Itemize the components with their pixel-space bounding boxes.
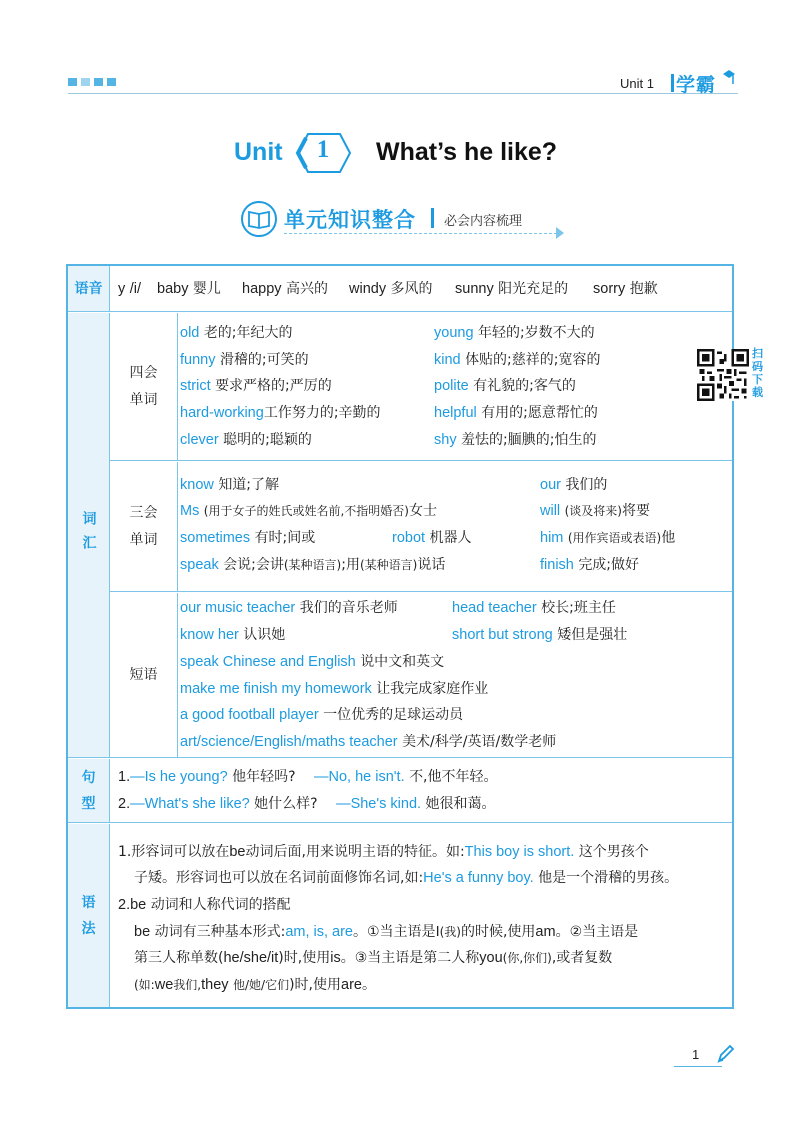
qr-download-label: 扫码下载 — [752, 347, 763, 399]
vocab-item: kind 体贴的;慈祥的;宽容的 — [434, 352, 601, 368]
section-divider — [431, 208, 434, 228]
vocab-item: our 我们的 — [540, 477, 608, 493]
grammar-line: 2.be 动词和人称代词的搭配 — [118, 897, 291, 913]
vocab-item: shy 羞怯的;腼腆的;怕生的 — [434, 432, 597, 448]
pronunciation-word: windy 多风的 — [349, 281, 433, 297]
vocab-item: speak 会说;会讲(某种语言);用(某种语言)说话 — [180, 557, 446, 573]
three-skill-words — [110, 462, 732, 592]
vocab-item: polite 有礼貌的;客气的 — [434, 378, 576, 394]
phrase-item: know her 认识她 — [180, 627, 286, 643]
header-decoration — [68, 78, 116, 86]
title-unit-number: 1 — [316, 136, 330, 163]
vocab-item: him (用作宾语或表语)他 — [540, 530, 676, 546]
vocab-item: strict 要求严格的;严厉的 — [180, 378, 332, 394]
title-unit-word: Unit — [234, 138, 283, 166]
grammar-line: 子矮。形容词也可以放在名词前面修饰名词,如:He's a funny boy. 他是一个滑稽的男孩。 — [134, 870, 679, 886]
grammar-line: 1.形容词可以放在be动词后面,用来说明主语的特征。如:This boy is short. 这个男孩个 — [118, 844, 649, 860]
vocab-item: sometimes 有时;间或 — [180, 530, 316, 546]
header-unit-label: Unit 1 — [620, 76, 654, 91]
arrow-right-icon — [556, 227, 564, 239]
header-rule — [68, 93, 738, 94]
sentence-item: 1.—Is he young? 他年轻吗? —No, he isn't. 不,他不年轻。 — [118, 769, 498, 785]
four-skill-words — [110, 313, 763, 461]
grammar-line: (如:we我们,they 他/她/它们)时,使用are。 — [134, 977, 376, 993]
graduation-cap-icon — [722, 68, 736, 88]
phrases — [110, 593, 732, 758]
vocabulary-body — [110, 313, 763, 758]
grammar-row — [68, 824, 732, 1007]
vocab-item: old 老的;年纪大的 — [180, 325, 293, 341]
phrase-item: our music teacher 我们的音乐老师 — [180, 600, 398, 616]
subcategory-phrases: 短语 — [110, 593, 178, 758]
grammar-line: 第三人称单数(he/she/it)时,使用is。③当主语是第二人称you(你,你们),或者复数 — [134, 950, 613, 966]
pronunciation-word: sunny 阳光充足的 — [455, 281, 569, 297]
title-text: What’s he like? — [376, 138, 558, 166]
vocab-item: Ms (用于女子的姓氏或姓名前,不指明婚否)女士 — [180, 503, 437, 519]
header-brand: 学霸 — [676, 74, 717, 96]
qr-code-icon[interactable] — [697, 349, 749, 401]
sentence-item: 2.—What's she like? 她什么样? —She's kind. 她很和蔼。 — [118, 796, 496, 812]
section-underline — [284, 233, 562, 234]
phrase-item: head teacher 校长;班主任 — [452, 600, 616, 616]
page-number: 1 — [692, 1047, 700, 1062]
pronunciation-word: sorry 抱歉 — [593, 281, 658, 297]
vocab-item: young 年轻的;岁数不大的 — [434, 325, 595, 341]
phonetic-rule: y /i/ — [118, 281, 141, 297]
phrase-item: make me finish my homework 让我完成家庭作业 — [180, 681, 489, 697]
knowledge-table — [66, 264, 763, 1009]
page-title — [0, 128, 800, 178]
phrase-item: short but strong 矮但是强壮 — [452, 627, 628, 643]
vocab-item: finish 完成;做好 — [540, 557, 640, 573]
section-heading — [240, 200, 570, 240]
phrase-item: a good football player 一位优秀的足球运动员 — [180, 707, 464, 723]
vocab-item: clever 聪明的;聪颖的 — [180, 432, 312, 448]
category-vocabulary: 词汇 — [68, 313, 110, 757]
vocab-item: funny 滑稽的;可笑的 — [180, 352, 309, 368]
subcategory-three-skill: 三会单词 — [110, 462, 178, 591]
header-brand-bar — [671, 74, 674, 92]
phrase-item: speak Chinese and English 说中文和英文 — [180, 654, 445, 670]
vocab-item: robot 机器人 — [392, 530, 472, 546]
vocab-item: helpful 有用的;愿意帮忙的 — [434, 405, 598, 421]
pronunciation-word: baby 婴儿 — [157, 281, 221, 297]
vocab-item: know 知道;了解 — [180, 477, 280, 493]
phrase-item: art/science/English/maths teacher 美术/科学/英语/数学老师 — [180, 734, 557, 750]
page-number-rule — [674, 1066, 722, 1067]
category-sentences: 句型 — [68, 759, 110, 822]
section-subtitle: 必会内容梳理 — [444, 214, 523, 229]
pencil-icon — [716, 1044, 734, 1064]
vocab-item: hard-working工作努力的;辛勤的 — [180, 405, 381, 421]
grammar-line: be 动词有三种基本形式:am, is, are。①当主语是I(我)的时候,使用am。②当主语是 — [134, 924, 639, 940]
pronunciation-word: happy 高兴的 — [242, 281, 328, 297]
vocabulary-row — [68, 313, 763, 758]
category-grammar: 语法 — [68, 824, 110, 1007]
pronunciation-row — [68, 266, 732, 312]
section-title: 单元知识整合 — [284, 208, 416, 232]
category-pronunciation: 语音 — [68, 266, 110, 311]
sentence-pattern-row — [68, 759, 732, 823]
vocab-item: will (谈及将来)将要 — [540, 503, 650, 519]
subcategory-four-skill: 四会单词 — [110, 313, 178, 460]
book-icon — [240, 200, 278, 238]
